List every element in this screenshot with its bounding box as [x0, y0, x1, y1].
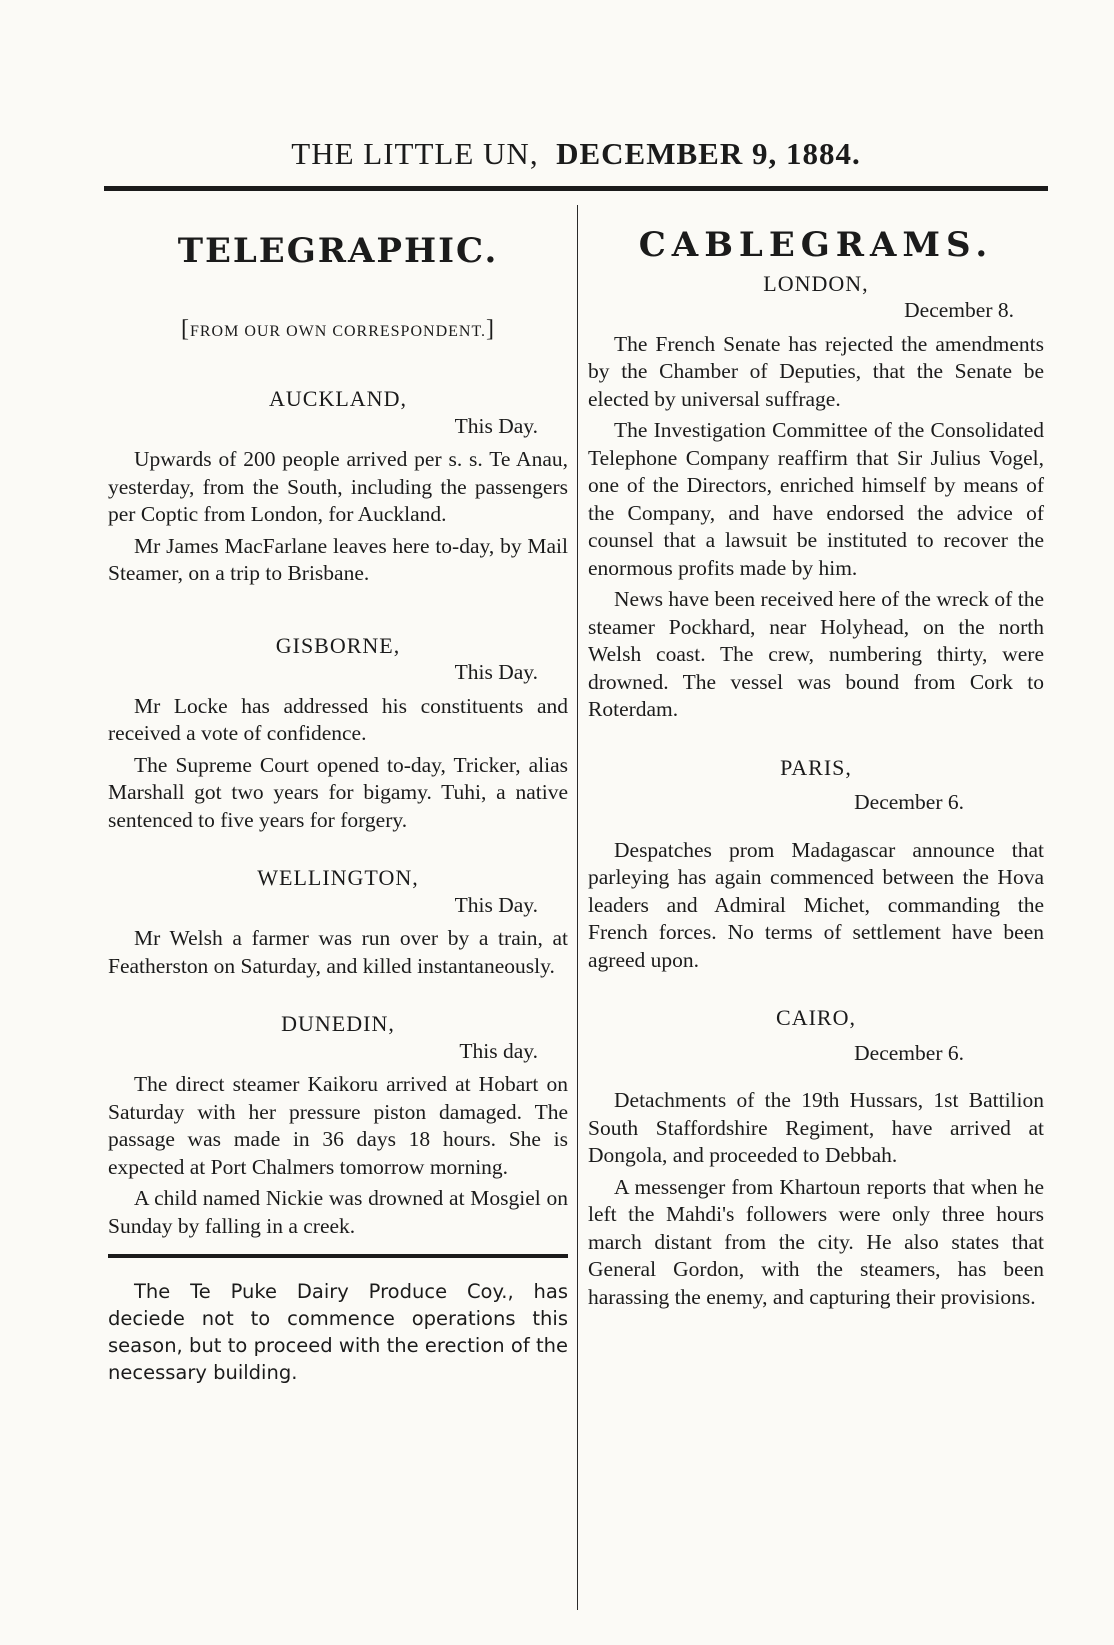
- place-heading: DUNEDIN,: [281, 1011, 395, 1036]
- dateline: December 6.: [854, 790, 964, 814]
- place-heading: WELLINGTON,: [257, 865, 419, 890]
- news-section-auckland: [108, 385, 568, 588]
- place-heading: PARIS,: [780, 754, 852, 780]
- correspondent-line: [FROM OUR OWN CORRESPONDENT.]: [180, 315, 496, 342]
- news-paragraph: Mr James MacFarlane leaves here to-day, by Mail Steamer, on a trip to Brisbane.: [108, 533, 568, 585]
- telegraphic-column: [108, 210, 568, 1405]
- place-heading: CAIRO,: [776, 1005, 856, 1030]
- news-section-cairo: [588, 1004, 1044, 1311]
- news-paragraph: A messenger from Khartoun reports that when he left the Mahdi's followers were only three hours march distant from the city. He also states that General Gordon, with the steamers, has been harassing the enemy, and capturing their provisions.: [588, 1174, 1044, 1309]
- column-divider: [577, 205, 578, 1610]
- news-paragraph: The French Senate has rejected the amendments by the Chamber of Deputies, that the Senate be elected by universal suffrage.: [588, 331, 1044, 411]
- masthead: [104, 136, 1048, 172]
- telegraphic-title: TELEGRAPHIC.: [177, 231, 499, 271]
- news-paragraph: The direct steamer Kaikoru arrived at Hobart on Saturday with her pressure piston damaged. The passage was made in 36 days 18 hours. She is expected at Port Chalmers tomorrow morning.: [108, 1072, 568, 1179]
- news-paragraph: The Investigation Committee of the Consolidated Telephone Company reaffirm that Sir Julius Vogel, one of the Directors, enriched himself by means of the Company, and have endorsed the advice of counsel that a lawsuit be instituted to recover the enormous profits made by him.: [588, 418, 1044, 580]
- place-heading: LONDON,: [763, 270, 869, 296]
- news-section-paris: [588, 754, 1044, 975]
- news-paragraph: A child named Nickie was drowned at Mosgiel on Sunday by falling in a creek.: [108, 1186, 568, 1238]
- section-rule: [108, 1254, 568, 1258]
- dateline: December 6.: [854, 1040, 964, 1065]
- news-paragraph: The Supreme Court opened to-day, Tricker, alias Marshall got two years for bigamy. Tuhi, a native sentenced to five years for forgery.: [108, 752, 568, 832]
- dateline: This Day.: [454, 660, 538, 684]
- news-paragraph: Upwards of 200 people arrived per s. s. Te Anau, yesterday, from the South, including the passengers per Coptic from London, for Auckland.: [108, 447, 568, 526]
- place-heading: GISBORNE,: [275, 632, 401, 658]
- cablegrams-column: [588, 210, 1044, 1315]
- news-paragraph: Mr Locke has addressed his constituents and received a vote of confidence.: [108, 693, 568, 745]
- correspondent-text: FROM OUR OWN CORRESPONDENT.: [189, 322, 487, 340]
- news-paragraph: News have been received here of the wreck of the steamer Pockhard, near Holyhead, on the north Welsh coast. The crew, numbering thirty, were drowned. The vessel was bound from Cork to Roterdam.: [588, 587, 1044, 721]
- cablegrams-title: CABLEGRAMS.: [638, 225, 994, 265]
- place-heading: AUCKLAND,: [269, 386, 407, 411]
- news-paragraph: Detachments of the 19th Hussars, 1st Battilion South Staffordshire Regiment, have arrived at Dongola, and proceeded to Debbah.: [588, 1088, 1044, 1167]
- dateline: December 8.: [904, 298, 1014, 322]
- dateline: This day.: [459, 1038, 538, 1063]
- dateline: This Day.: [454, 892, 538, 917]
- news-paragraph: Mr Welsh a farmer was run over by a train, at Featherston on Saturday, and killed instantaneously.: [108, 926, 568, 978]
- news-section-dunedin: [108, 1010, 568, 1240]
- dairy-notice: The Te Puke Dairy Produce Coy., has deciede not to commence operations this season, but to proceed with the erection of the necessary building.: [108, 1279, 568, 1384]
- masthead-rule: [104, 186, 1048, 191]
- news-section-london: [588, 270, 1044, 724]
- news-section-gisborne: [108, 632, 568, 835]
- dateline: This Day.: [454, 413, 538, 438]
- issue-date: DECEMBER 9, 1884.: [556, 136, 861, 171]
- news-section-wellington: [108, 864, 568, 980]
- publication-name: THE LITTLE UN,: [291, 136, 539, 171]
- news-paragraph: Despatches prom Madagascar announce that parleying has again commenced between the Hova leaders and Admiral Michet, commanding the French forces. No terms of settlement have been agreed upon.: [588, 837, 1044, 972]
